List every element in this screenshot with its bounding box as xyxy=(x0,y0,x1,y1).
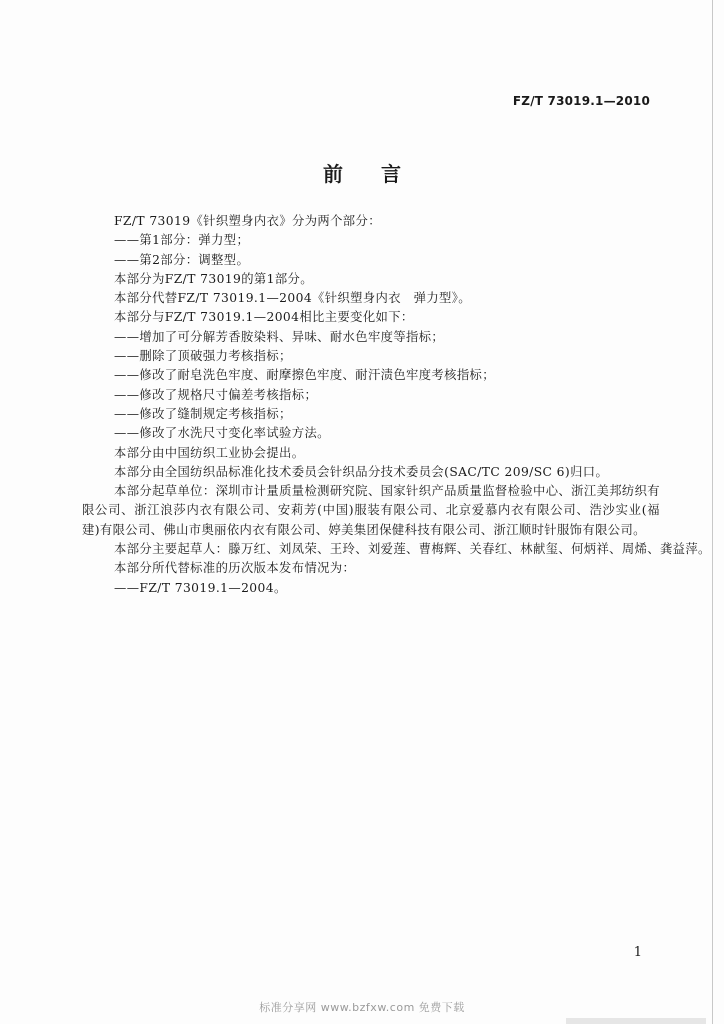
list-item: ——修改了水洗尺寸变化率试验方法。 xyxy=(114,426,330,441)
list-item: ——修改了规格尺寸偏差考核指标； xyxy=(114,387,318,402)
paragraph: 本部分为FZ/T 73019的第1部分。 xyxy=(114,271,313,286)
scan-smudge xyxy=(566,1018,706,1024)
foreword-body xyxy=(82,212,711,598)
paragraph: 本部分代替FZ/T 73019.1—2004《针织塑身内衣 弹力型》。 xyxy=(114,291,471,306)
paragraph: 本部分由全国纺织品标准化技术委员会针织品分技术委员会(SAC/TC 209/SC 6)归口。 xyxy=(114,464,609,479)
scan-edge-line xyxy=(712,0,713,1024)
paragraph: 本部分所代替标准的历次版本发布情况为： xyxy=(114,561,356,576)
paragraph: 本部分由中国纺织工业协会提出。 xyxy=(114,445,305,460)
list-item: ——修改了耐皂洗色牢度、耐摩擦色牢度、耐汗渍色牢度考核指标； xyxy=(114,368,495,383)
paragraph: FZ/T 73019《针织塑身内衣》分为两个部分： xyxy=(114,214,381,228)
list-item: ——删除了顶破强力考核指标； xyxy=(114,349,292,364)
list-item: ——第2部分：调整型。 xyxy=(114,252,250,267)
list-item: ——增加了可分解芳香胺染料、异味、耐水色牢度等指标； xyxy=(114,329,445,344)
page-number: 1 xyxy=(633,945,642,960)
drafting-units-paragraph: 本部分起草单位：深圳市计量质量检测研究院、国家针织产品质量监督检验中心、浙江美邦纺织有限公司、浙江浪莎内衣有限公司、安莉芳(中国)服装有限公司、北京爱慕内衣有限公司、浩沙实业(福建)有限公司、佛山市奥丽依内衣有限公司、婷美集团保健科技有限公司、浙江顺时针服饰有限公司。 xyxy=(82,484,660,537)
watermark-text: 标准分享网 www.bzfxw.com 免费下载 xyxy=(259,1001,465,1014)
list-item: ——第1部分：弹力型； xyxy=(114,233,250,248)
page-title: 前言 xyxy=(323,162,439,186)
paragraph: 本部分与FZ/T 73019.1—2004相比主要变化如下： xyxy=(114,310,414,325)
drafters-paragraph: 本部分主要起草人：滕万红、刘凤荣、王玲、刘爱莲、曹梅辉、关春红、林献玺、何炳祥、周烯、龚益萍。 xyxy=(114,542,711,557)
list-item: ——修改了缝制规定考核指标； xyxy=(114,406,292,421)
list-item: ——FZ/T 73019.1—2004。 xyxy=(114,580,287,595)
standard-code: FZ/T 73019.1—2010 xyxy=(512,94,650,108)
